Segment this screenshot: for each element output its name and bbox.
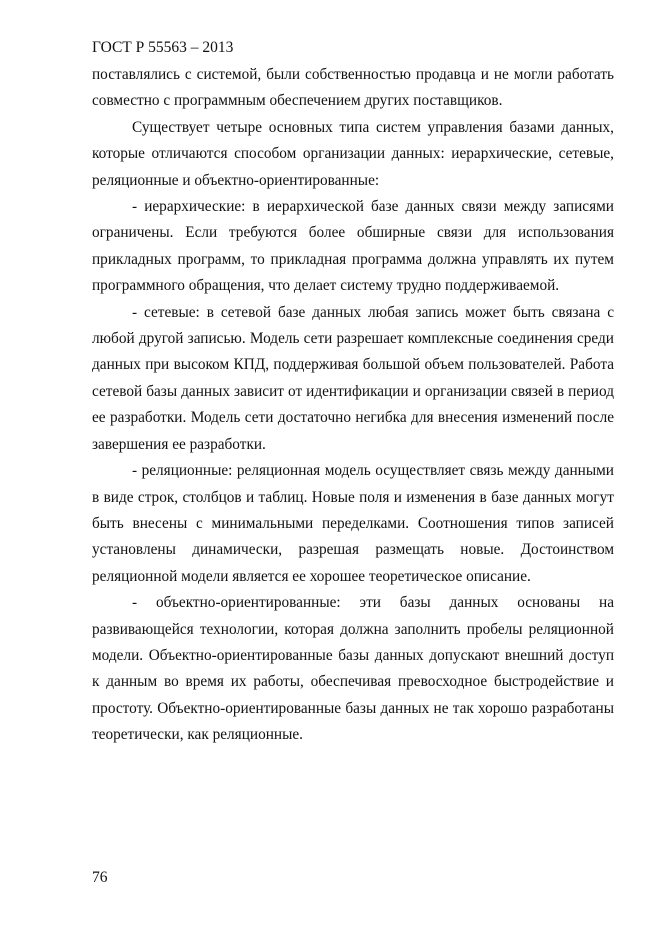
paragraph-object-oriented: - объектно-ориентированные: эти базы данных основаны на развивающейся технологии, которая должна заполнить пробелы реляционной модели. Объектно-ориентированные базы данных допускают внешний доступ к данным во время их работы, обеспечивая превосходное быстродействие и простоту. Объектно-ориентированные базы данных не так хорошо разработаны теоретически, как реляционные.	[92, 594, 614, 744]
standard-designation: ГОСТ Р 55563 – 2013	[92, 39, 234, 56]
document-body	[92, 62, 614, 749]
paragraph-dbms-types-intro: Существует четыре основных типа систем управления базами данных, которые отличаются способом организации данных: иерархические, сетевые, реляционные и объектно-ориентированные:	[92, 118, 614, 189]
page-number: 76	[92, 869, 108, 886]
paragraph-hierarchical: - иерархические: в иерархической базе данных связи между записями ограничены. Если требуются более обширные связи для использования прикладных программ, то прикладная программа должна управлять их путем программного обращения, что делает систему трудно поддерживаемой.	[92, 198, 614, 295]
paragraph-network: - сетевые: в сетевой базе данных любая запись может быть связана с любой другой записью. Модель сети разрешает комплексные соединения среди данных при высоком КПД, поддерживая большой объем пользователей. Работа сетевой базы данных зависит от идентификации и организации связей в период ее разработки. Модель сети достаточно негибка для внесения изменений после завершения ее разработки.	[92, 303, 614, 453]
paragraph-relational: - реляционные: реляционная модель осуществляет связь между данными в виде строк, столбцов и таблиц. Новые поля и изменения в базе данных могут быть внесены с минимальными переделками. Соотношения типов записей установлены динамически, разрешая размещать новые. Достоинством реляционной модели является ее хорошее теоретическое описание.	[92, 462, 614, 585]
document-header	[92, 38, 233, 58]
paragraph-continuation: поставлялись с системой, были собственностью продавца и не могли работать совместно с программным обеспечением других поставщиков.	[92, 66, 614, 110]
